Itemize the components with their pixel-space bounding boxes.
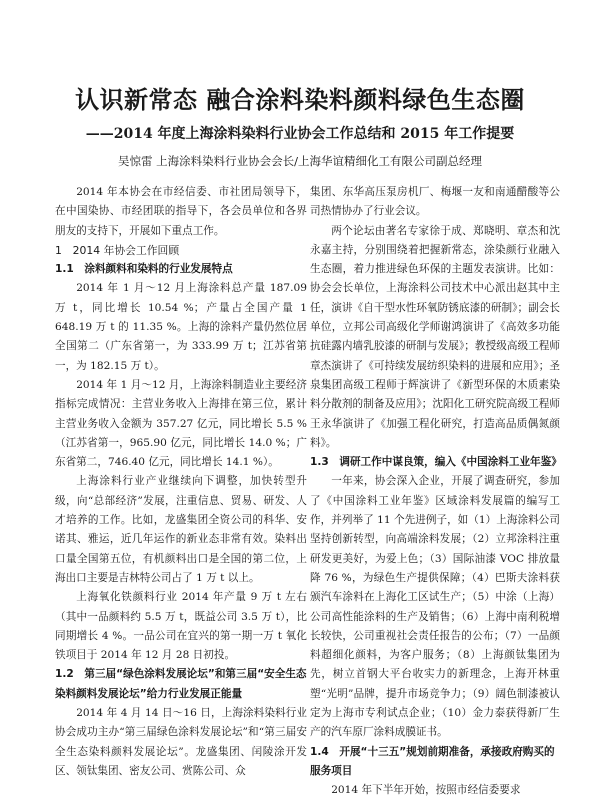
left-column xyxy=(55,183,307,781)
paragraph: 集团、东华高压泵房机厂、梅堰一友和南通醋酸等公司热情协办了行业会议。 xyxy=(310,186,560,218)
section-1-2-heading: 1.2 第三届“绿色涂料发展论坛”和第三届“安全生态染料颜料发展论坛”给力行业发展正能量 xyxy=(55,668,307,700)
intro-paragraph: 2014 年本协会在市经信委、市社团局领导下，在中国染协、市经团联的指导下，各会员单位和各界朋友的支持下，开展如下重点工作。 xyxy=(55,186,307,237)
paragraph: 一年来，协会深入企业，开展了调查研究，参加了《中国涂料工业年鉴》区域涂料发展篇的编写工作，并列举了 11 个先进例子，如（1）上海涂料公司坚持创新转型，向高端涂料发展；（2）立邦涂料注重研发更美好，为爱上色；（3）国际油漆 VOC 排放量降 76 %，为绿色生产提供保障；（4）巴斯夫涂料获颁汽车涂料在上海化工区试生产；（5）中涂（上海）公司高性能涂料的生产及销售；（6）上海中南利税增长较快，公司重视社会责任报告的公布；（7）一品颜料超细化颜料，为客户服务；（8）上海颜钛集团为先，树立首钢大平台收实力的新理念，上海开林重塑“光明”品牌，提升市场竞争力；（9）阔色制漆被认定为上海市专利试点企业；（10）金力泰获得新厂生产的汽车原厂涂料成膜证书。 xyxy=(310,475,560,739)
section-1-heading: 1 2014 年协会工作回顾 xyxy=(55,243,180,257)
article-title: 认识新常态 融合涂料染料颜料绿色生态圈 xyxy=(75,86,525,114)
paragraph: 2014 年 1 月～12 月，上海涂料制造业主要经济指标完成情况：主营业务收入上海排在第三位，累计主营业务收入金额为 357.27 亿元，同比增长 5.5 %（江苏省第一，965.90 亿元，同比增长 14.0 %；广东省第二，746.40 亿元，同比增长 14.1 %）。 xyxy=(55,378,307,469)
author-line: 吴惊雷 上海涂料染料行业协会会长/上海华谊精细化工有限公司副总经理 xyxy=(117,154,483,168)
article-subtitle: ——2014 年度上海涂料染料行业协会工作总结和 2015 年工作提要 xyxy=(85,126,515,142)
section-1-1-heading: 1.1 涂料颜料和染料的行业发展特点 xyxy=(55,263,233,276)
section-1-3-heading: 1.3 调研工作中谋良策，编入《中国涂料工业年鉴》 xyxy=(310,456,562,469)
right-column xyxy=(310,183,560,801)
paragraph: 上海涂料行业产业继续向下调整，加快转型升级，向“总部经济”发展，注重信息、贸易、研发、人才培养的工作。比如，龙盛集团全资公司的科华、安诺其、雅运，近几年运作的新业态非常有效。染料出口量全国第五位，有机颜料出口是全国的第二位，上海出口主要是吉林特公司占了 1 万 t 以上。 xyxy=(55,475,307,584)
section-1-4-heading: 1.4 开展“十三五”规划前期准备，承接政府购买的服务项目 xyxy=(310,745,555,777)
paragraph: 2014 年 4 月 14 日～16 日，上海涂料染料行业协会成功主办“第三届绿色涂料发展论坛”和“第三届安全生态染料颜料发展论坛”。龙盛集团、闰陵涂开发区、领钛集团、密友公司、赏陈公司、众 xyxy=(55,707,307,777)
paragraph: 2014 年 1 月～12 月上海涂料总产量 187.09 万 t，同比增长 10.54 %；产量占全国产量 1 648.19 万 t 的 11.35 %。上海的涂料产量仍然位居全国第二（广东省第一，为 333.99 万 t；江苏省第一，为 182.15 万 t）。 xyxy=(55,282,307,372)
paragraph: 两个论坛由著名专家徐于成、郑晓明、章杰和沈永嘉主持，分别围绕着把握新常态，涂染颜行业融入生态圈，着力推进绿色环保的主题发表演讲。比如：协会会长单位，上海涂料公司技术中心派出赵其中主任，演讲《自干型水性环氧防锈底漆的研制》；副会长单位，立邦公司高级化学师谢鸿演讲了《高效多功能抗硅露内墙乳胶漆的研制与发展》；教授级高级工程师章杰演讲了《可持续发展纺织染料的进展和应用》；圣泉集团高级工程师于辉演讲了《新型环保的木质素染料分散剂的制备及应用》；沈阳化工研究院高级工程师王永华演讲了《加强工程化研究，打造高品质偶氮颜料》。 xyxy=(310,224,560,449)
paragraph: 上海氧化铁颜料行业 2014 年产量 9 万 t 左右（其中一品颜料约 5.5 万 t，既益公司 3.5 万 t），比同期增长 4 %。一品公司在宜兴的第一期一万 t 氧化铁项目于 2014 年 12 月 28 日初投。 xyxy=(55,591,307,662)
paragraph: 2014 年下半年开始，按照市经信委要求 xyxy=(331,784,521,797)
